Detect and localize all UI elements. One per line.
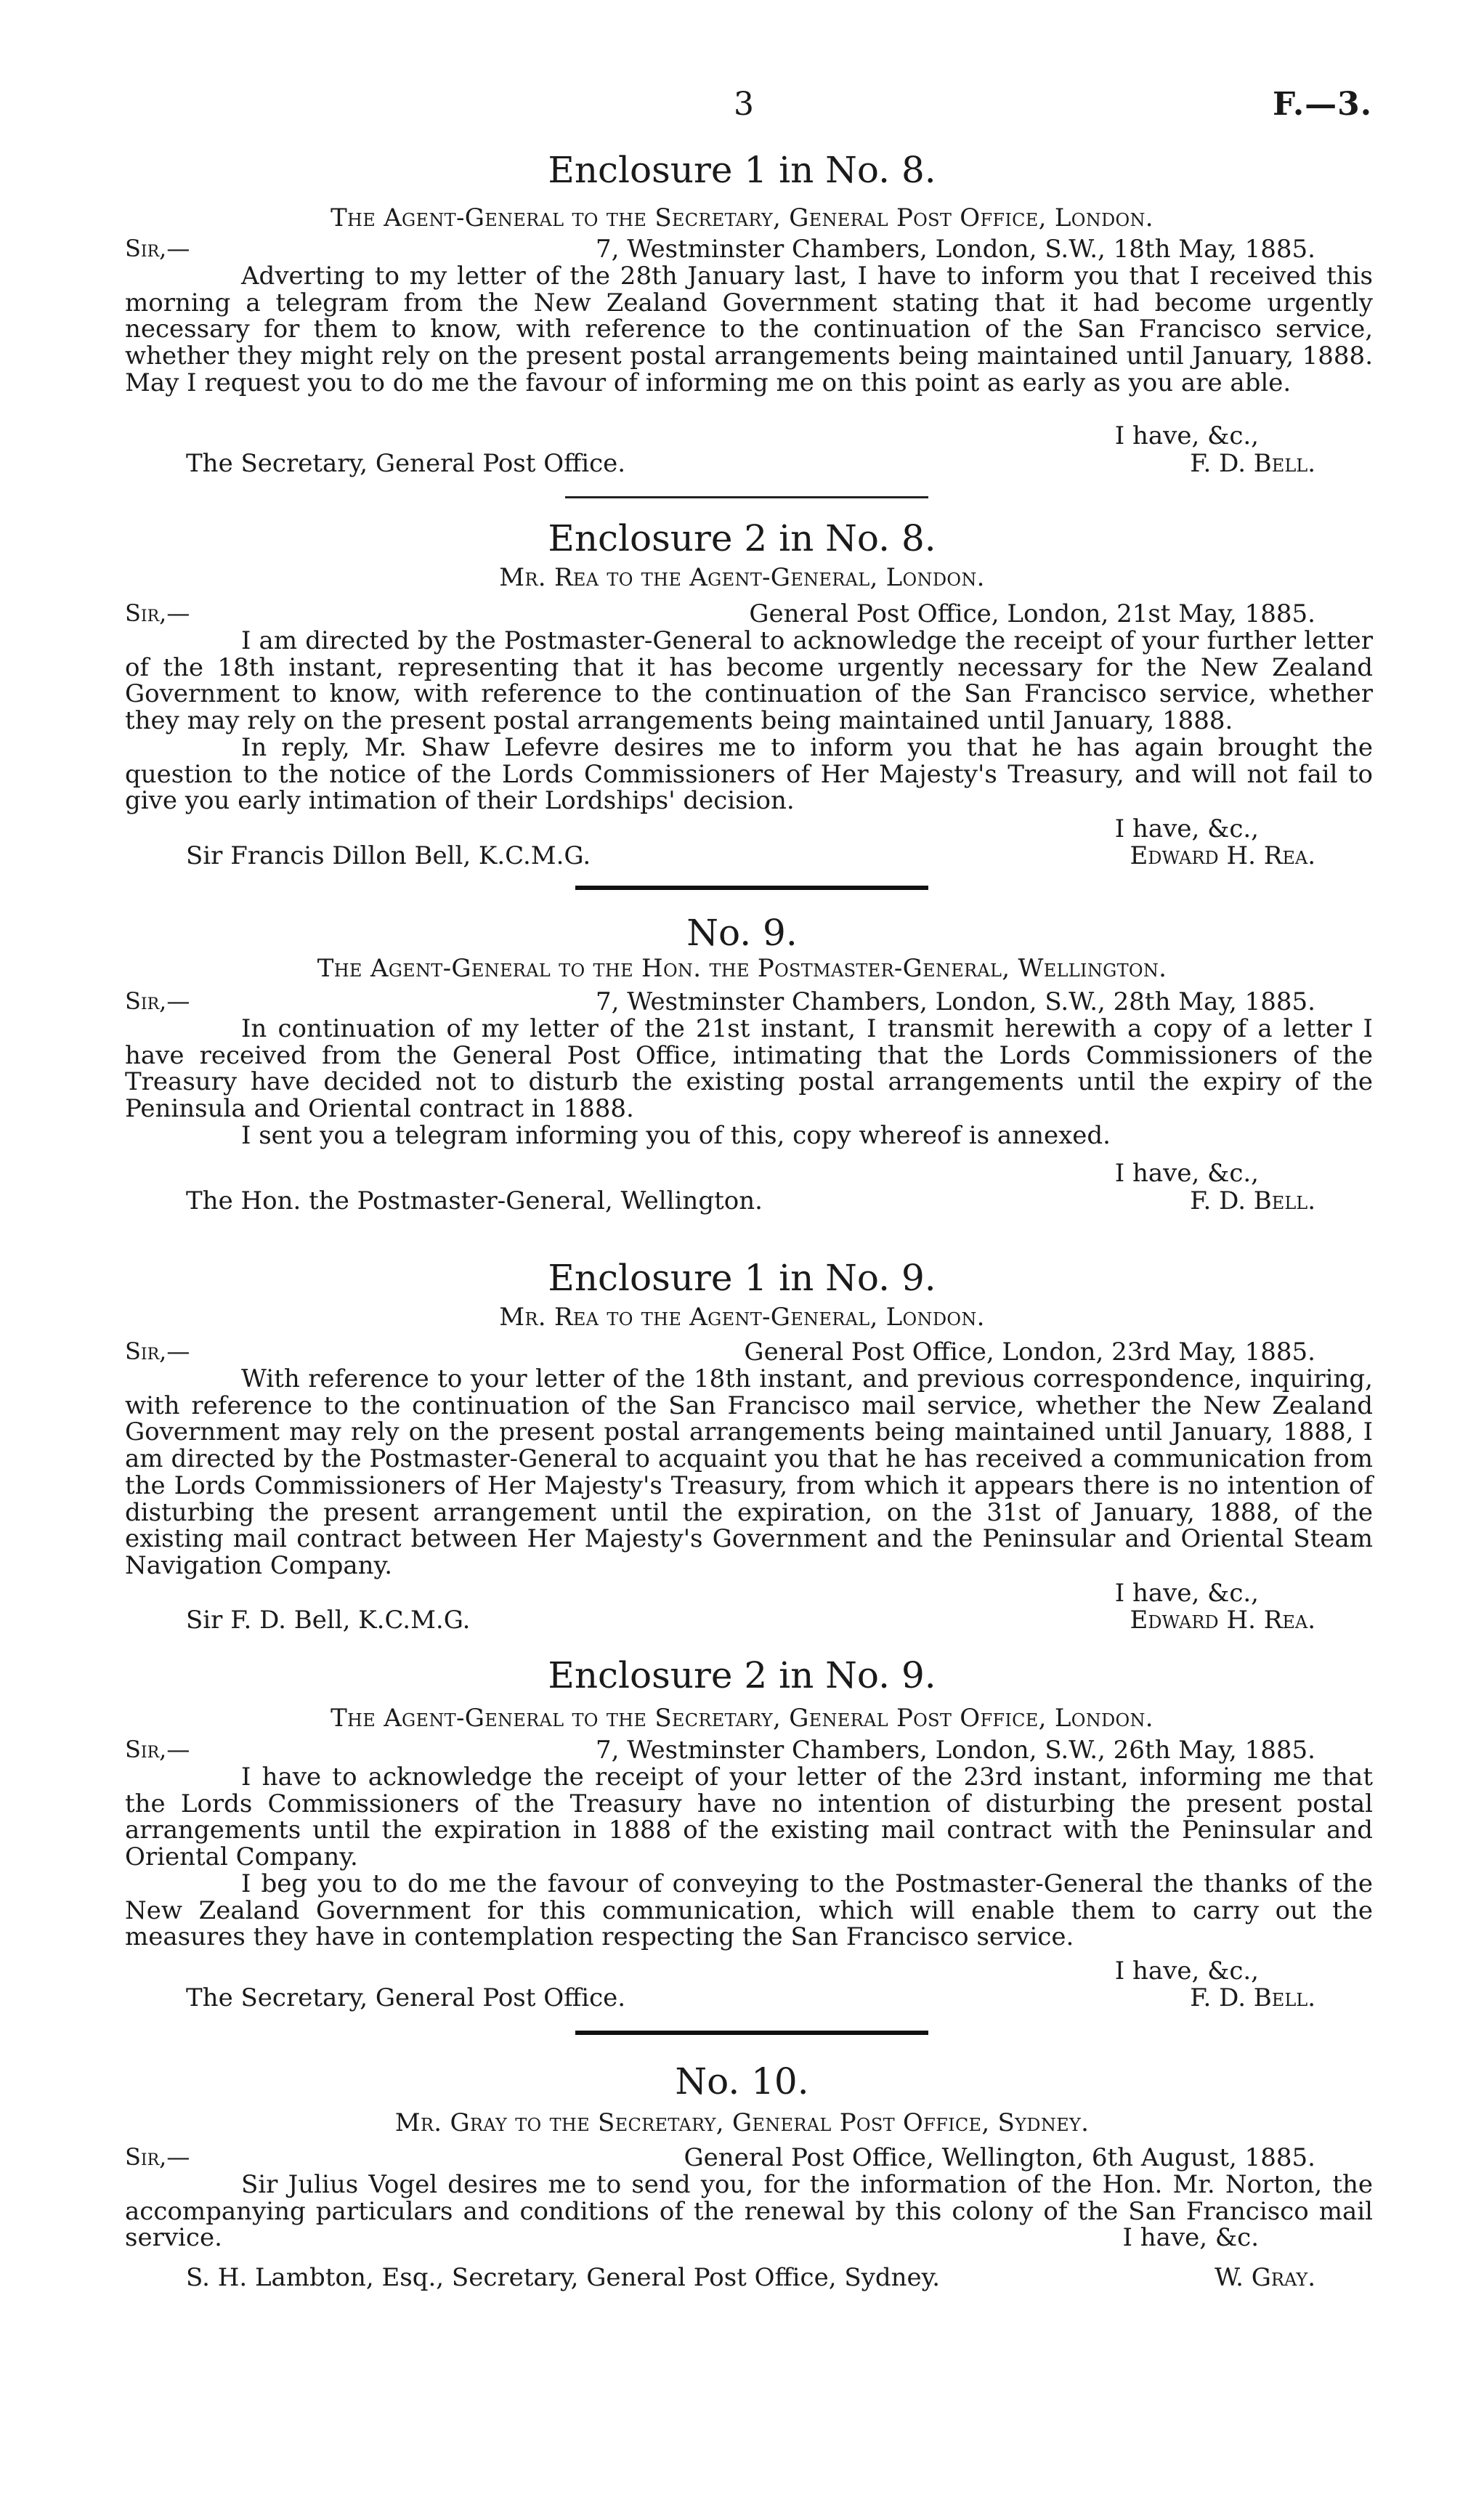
- divider-rule: [565, 496, 928, 498]
- letter-body: [125, 263, 1373, 397]
- letter-signature: Edward H. Rea.: [1130, 841, 1315, 870]
- letter-addressee: S. H. Lambton, Esq., Secretary, General Post Office, Sydney.: [186, 2263, 941, 2292]
- letter-salutation: Sir,—: [125, 987, 190, 1015]
- letter-closing: I have, &c.,: [1114, 421, 1259, 450]
- letter-closing: I have, &c.,: [1114, 1956, 1259, 1986]
- letter-paragraph: I have to acknowledge the receipt of your letter of the 23rd instant, informing me that the Lords Commissioners of the Treasury have no intention of disturbing the present postal arrangements until the expiration in 1888 of the existing mail contract with the Peninsular and Oriental Company.: [125, 1763, 1373, 1872]
- letter-paragraph: Sir Julius Vogel desires me to send you, for the information of the Hon. Mr. Norton, the accompanying particulars and conditions of the renewal by this colony of the San Francisco mail service.: [125, 2170, 1373, 2253]
- letter-addressee: The Hon. the Postmaster-General, Wellington.: [186, 1186, 763, 1215]
- letter-heading: No. 10.: [675, 2060, 809, 2103]
- letter-salutation: Sir,—: [125, 2143, 190, 2171]
- letter-heading: Enclosure 2 in No. 8.: [548, 517, 936, 559]
- letter-body: [125, 1016, 1373, 1149]
- letter-paragraph: Adverting to my letter of the 28th January last, I have to inform you that I received this morning a telegram from the New Zealand Government stating that it had become urgently necessary for them to know, with reference to the continuation of the San Francisco service, whether they might rely on the present postal arrangements being maintained until January, 1888. May I request you to do me the favour of informing me on this point as early as you are able.: [125, 262, 1373, 397]
- letter-body: [125, 1366, 1373, 1579]
- letter-heading: Enclosure 2 in No. 9.: [548, 1654, 936, 1696]
- letter-paragraph: In reply, Mr. Shaw Lefevre desires me to inform you that he has again brought the question to the notice of the Lords Commissioners of Her Majesty's Treasury, and will not fail to give you early intimation of their Lordships' decision.: [125, 732, 1373, 816]
- paper-reference: F.—3.: [1273, 86, 1373, 123]
- letter-body: [125, 1764, 1373, 1951]
- letter-from-to: The Agent-General to the Secretary, General Post Office, London.: [331, 203, 1153, 232]
- letter-heading: Enclosure 1 in No. 8.: [548, 149, 936, 191]
- letter-signature: F. D. Bell.: [1190, 1983, 1315, 2012]
- letter-from-to: Mr. Rea to the Agent-General, London.: [499, 563, 985, 592]
- letter-address: 7, Westminster Chambers, London, S.W., 26th May, 1885.: [596, 1736, 1315, 1765]
- divider-rule: [575, 2031, 928, 2035]
- letter-closing: I have, &c.: [1122, 2223, 1259, 2252]
- letter-address: 7, Westminster Chambers, London, S.W., 28th May, 1885.: [596, 987, 1315, 1016]
- letter-body: [125, 628, 1373, 814]
- letter-addressee: The Secretary, General Post Office.: [186, 449, 626, 478]
- letter-from-to: The Agent-General to the Secretary, General Post Office, London.: [331, 1704, 1153, 1733]
- letter-signature: F. D. Bell.: [1190, 1186, 1315, 1215]
- letter-salutation: Sir,—: [125, 1736, 190, 1763]
- letter-address: General Post Office, Wellington, 6th August, 1885.: [684, 2143, 1315, 2172]
- letter-address: 7, Westminster Chambers, London, S.W., 18th May, 1885.: [596, 235, 1315, 264]
- letter-addressee: Sir Francis Dillon Bell, K.C.M.G.: [186, 841, 591, 870]
- letter-paragraph: I beg you to do me the favour of conveying to the Postmaster-General the thanks of the New Zealand Government for this communication, which will enable them to carry out the measures they have in contemplation respecting the San Francisco service.: [125, 1869, 1373, 1952]
- letter-heading: Enclosure 1 in No. 9.: [548, 1257, 936, 1299]
- letter-closing: I have, &c.,: [1114, 814, 1259, 843]
- letter-signature: Edward H. Rea.: [1130, 1606, 1315, 1635]
- letter-salutation: Sir,—: [125, 1337, 190, 1365]
- letter-salutation: Sir,—: [125, 599, 190, 627]
- letter-from-to: Mr. Rea to the Agent-General, London.: [499, 1303, 985, 1332]
- letter-paragraph: In continuation of my letter of the 21st instant, I transmit herewith a copy of a letter I have received from the General Post Office, intimating that the Lords Commissioners of the Treasury have decided not to disturb the existing postal arrangements until the expiry of the Peninsula and Oriental contract in 1888.: [125, 1014, 1373, 1124]
- letter-closing: I have, &c.,: [1114, 1159, 1259, 1188]
- letter-address: General Post Office, London, 21st May, 1885.: [749, 599, 1315, 628]
- letter-address: General Post Office, London, 23rd May, 1885.: [744, 1337, 1315, 1367]
- page-number: 3: [734, 86, 754, 123]
- letter-paragraph: With reference to your letter of the 18th instant, and previous correspondence, inquiring, with reference to the continuation of the San Francisco mail service, whether the New Zealand Government may rely on the present postal arrangements being maintained until January, 1888, I am directed by the Postmaster-General to acquaint you that he has received a communication from the Lords Commissioners of Her Majesty's Treasury, from which it appears there is no intention of disturbing the present arrangement until the expiration, on the 31st of January, 1888, of the existing mail contract between Her Majesty's Government and the Peninsular and Oriental Steam Navigation Company.: [125, 1364, 1373, 1580]
- letter-addressee: The Secretary, General Post Office.: [186, 1983, 626, 2012]
- letter-paragraph: I sent you a telegram informing you of this, copy whereof is annexed.: [241, 1120, 1111, 1150]
- letter-paragraph: I am directed by the Postmaster-General to acknowledge the receipt of your further letter of the 18th instant, representing that it has become urgently necessary for the New Zealand Government to know, with reference to the continuation of the San Francisco service, whether they may rely on the present postal arrangements being maintained until January, 1888.: [125, 626, 1373, 736]
- letter-signature: W. Gray.: [1215, 2263, 1315, 2292]
- letter-salutation: Sir,—: [125, 235, 190, 262]
- divider-rule: [575, 886, 928, 890]
- letter-closing: I have, &c.,: [1114, 1579, 1259, 1608]
- letter-addressee: Sir F. D. Bell, K.C.M.G.: [186, 1606, 471, 1635]
- letter-signature: F. D. Bell.: [1190, 449, 1315, 478]
- letter-from-to: The Agent-General to the Hon. the Postmaster-General, Wellington.: [317, 954, 1167, 983]
- letter-from-to: Mr. Gray to the Secretary, General Post Office, Sydney.: [394, 2108, 1090, 2137]
- letter-heading: No. 9.: [686, 912, 798, 954]
